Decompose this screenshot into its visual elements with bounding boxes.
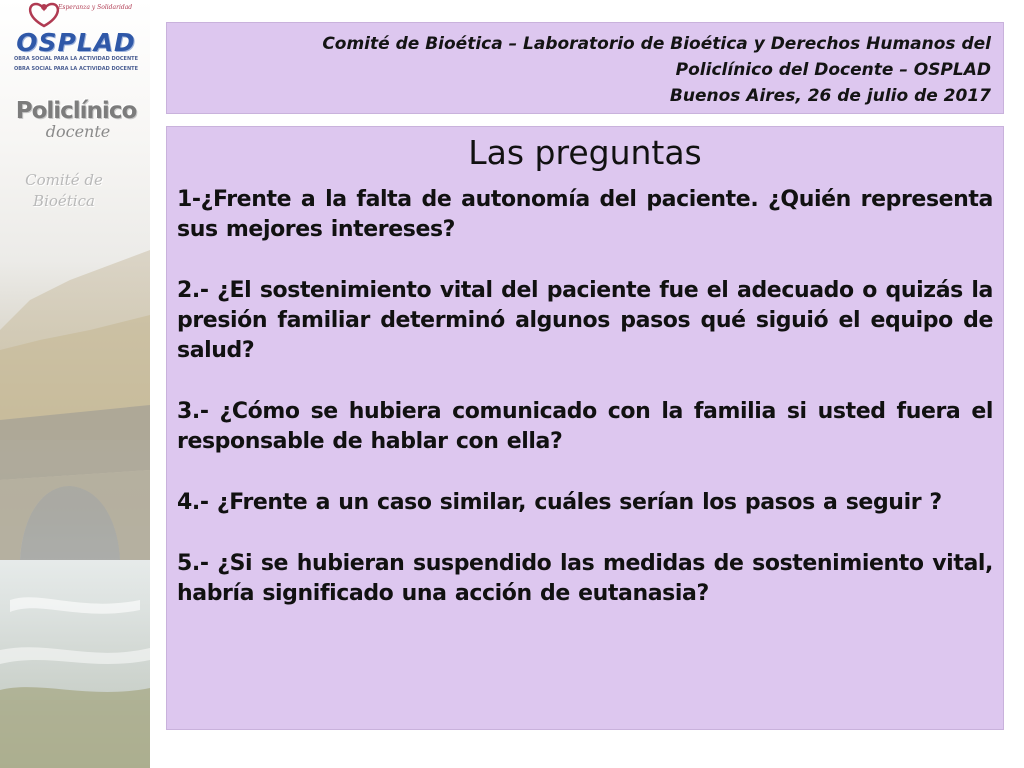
osplad-tagline: Esperanza y Solidaridad [58,4,133,11]
docente-logo-text: docente [45,122,111,141]
header-box [166,22,1004,114]
policlinico-logo-text: Policlínico [15,98,137,124]
osplad-subtitle-2: OBRA SOCIAL PARA LA ACTIVIDAD DOCENTE [14,66,138,72]
header-line-1: Comité de Bioética – Laboratorio de Bioética y Derechos Humanos del [322,34,991,54]
comite-bioetica-label [2,170,126,212]
questions-box [166,126,1004,730]
comite-line-2: Bioética [33,192,95,210]
question-1: 1-¿Frente a la falta de autonomía del paciente. ¿Quién representa sus mejores intereses? [177,187,993,242]
sidebar-decoration [0,0,150,768]
comite-line-1: Comité de [25,171,103,189]
osplad-subtitle-1: OBRA SOCIAL PARA LA ACTIVIDAD DOCENTE [14,56,138,62]
question-4: 4.- ¿Frente a un caso similar, cuáles serían los pasos a seguir ? [177,490,942,515]
question-3: 3.- ¿Cómo se hubiera comunicado con la familia si usted fuera el responsable de hablar con ella? [177,399,993,454]
page-title: Las preguntas [468,133,702,172]
question-2: 2.- ¿El sostenimiento vital del paciente fue el adecuado o quizás la presión familiar determinó algunos pasos qué siguió el equipo de salud? [177,278,993,363]
header-line-2: Policlínico del Docente – OSPLAD [675,60,991,80]
osplad-logo-text: OSPLAD [16,28,136,57]
header-line-3: Buenos Aires, 26 de julio de 2017 [669,86,991,106]
question-5: 5.- ¿Si se hubieran suspendido las medidas de sostenimiento vital, habría significado una acción de eutanasia? [177,551,993,606]
